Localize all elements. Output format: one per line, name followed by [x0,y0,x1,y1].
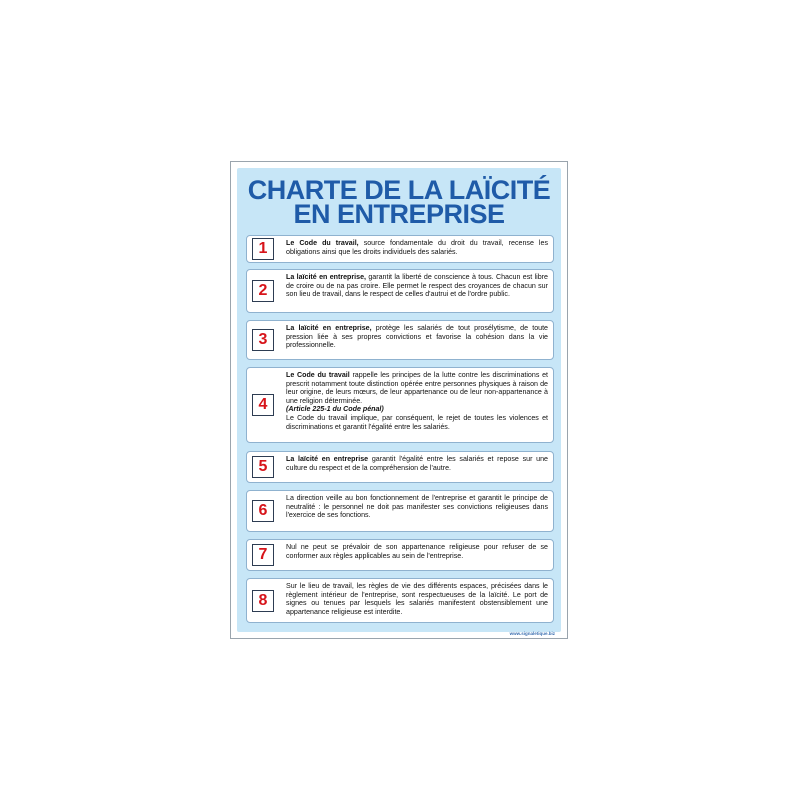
item-text [286,582,548,616]
item-body: garantit l'égalité entre les salariés et repose sur une culture du respect et de la compréhension de l'autre. [286,455,548,472]
charter-item-5 [246,451,554,483]
title-line-2: EN ENTREPRISE [293,199,505,229]
item-text [286,455,548,472]
poster-panel [237,168,561,636]
item-number: 5 [252,456,274,478]
item-number: 7 [252,544,274,566]
item-body: source fondamentale du droit du travail, recense les obligations ainsi que les droits individuels des salariés. [286,239,548,256]
item-number: 8 [252,590,274,612]
charter-item-3 [246,320,554,360]
charter-item-2 [246,269,554,313]
charter-item-4 [246,367,554,443]
footer-url: www.signaletique.biz [509,631,555,636]
item-body: Nul ne peut se prévaloir de son appartenance religieuse pour refuser de se conformer aux règles applicables au sein de l'entreprise. [286,543,548,560]
charter-poster [230,161,568,639]
charter-item-7 [246,539,554,571]
item-text [286,239,548,256]
item-bold-lead: La laïcité en entreprise, [286,273,366,281]
item-text [286,543,548,560]
charter-item-8 [246,578,554,623]
item-text [286,494,548,520]
item-text [286,273,548,299]
item-number: 4 [252,394,274,416]
item-citation: (Article 225-1 du Code pénal) [286,405,384,414]
item-bold-lead: La laïcité en entreprise, [286,324,372,332]
item-body: protège les salariés de tout prosélytisme, de toute pression liée à ses propres convictions et favorise la cohésion dans la vie professionnelle. [286,324,549,350]
item-bold-lead: La laïcité en entreprise [286,455,369,463]
item-text [286,324,548,350]
poster-title [237,175,561,229]
item-number: 1 [252,238,274,260]
item-body: La direction veille au bon fonctionnement de l'entreprise et garantit le principe de neutralité : le personnel ne doit pas manifester ses convictions religieuses dans l'exercice de ses fonctions. [286,494,548,520]
item-body: garantit la liberté de conscience à tous. Chacun est libre de croire ou de na pas croire. Elle permet le respect des croyances de chacun sur son lieu de travail, dans le respect de celles d'autrui et de l'ordre public. [286,273,548,299]
charter-item-6 [246,490,554,532]
item-body: rappelle les principes de la lutte contre les discriminations et prescrit notamment toute distinction opérée entre personnes physiques à raison de leur origine, de leurs mœurs, de leur appartenance ou de leur non-appartenance à une religion déterminée. [286,371,549,405]
title-line-1: CHARTE DE LA LAÏCITÉ [247,175,551,205]
item-bold-lead: Le Code du travail [286,371,350,379]
item-text [286,371,548,431]
item-bold-lead: Le Code du travail, [286,239,359,247]
item-number: 6 [252,500,274,522]
item-body-continued: Le Code du travail implique, par conséquent, le rejet de toutes les violences et discriminations et garantit l'égalité entre les salariés. [286,413,548,431]
item-number: 2 [252,280,274,302]
item-body: Sur le lieu de travail, les règles de vie des différents espaces, précisées dans le règlement intérieur de l'entreprise, sont respectueuses de la laïcité. Le port de signes ou tenues par lesquels les salariés manifestent obstensiblement une appartenance religieuse est interdite. [286,582,548,616]
charter-item-1 [246,235,554,263]
item-number: 3 [252,329,274,351]
